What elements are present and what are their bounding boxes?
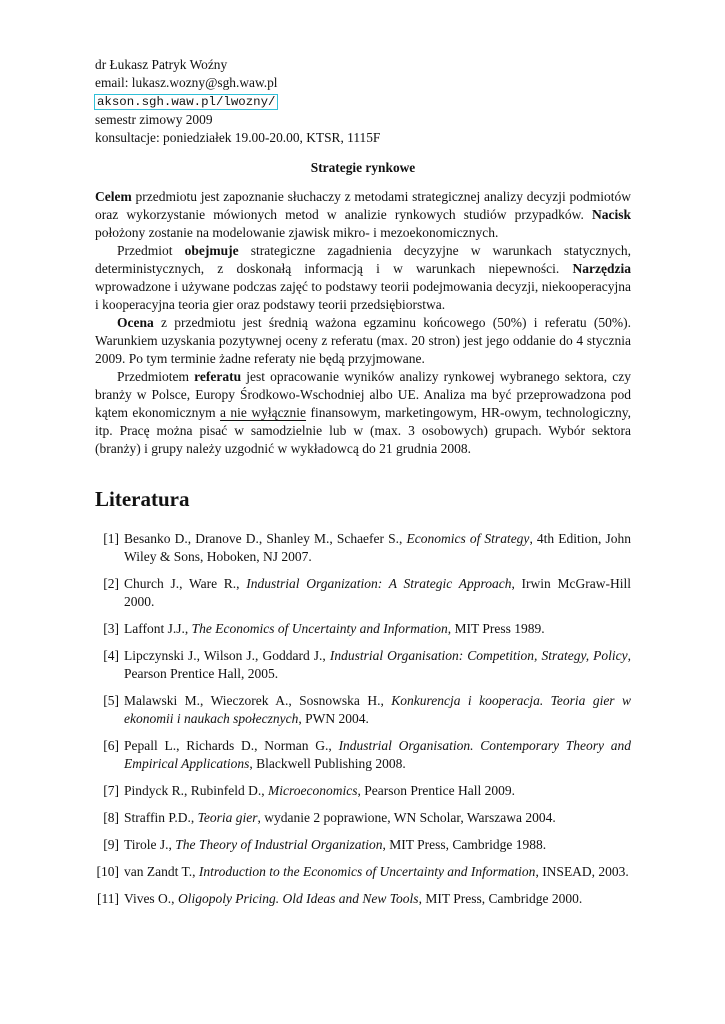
office-hours-line: konsultacje: poniedziałek 19.00-20.00, KTSR, 1115F bbox=[95, 130, 381, 145]
reference-number: [5] bbox=[103, 693, 119, 708]
reference-publisher: , Pearson Prentice Hall, 2005. bbox=[124, 648, 631, 681]
reference-number: [3] bbox=[103, 621, 119, 636]
reference-title: Teoria gier bbox=[197, 810, 258, 825]
reference-publisher: , Irwin McGraw-Hill 2000. bbox=[124, 576, 631, 609]
reference-title: Konkurencja i kooperacja. Teoria gier w ekonomii i naukach społecznych bbox=[124, 693, 631, 726]
reference-item bbox=[95, 836, 631, 854]
reference-item bbox=[95, 782, 631, 800]
reference-publisher: , INSEAD, 2003. bbox=[535, 864, 629, 879]
reference-authors: Lipczynski J., Wilson J., Goddard J., bbox=[124, 648, 330, 663]
reference-authors: Besanko D., Dranove D., Shanley M., Schaefer S., bbox=[124, 531, 407, 546]
reference-number: [6] bbox=[103, 738, 119, 753]
reference-item bbox=[95, 530, 631, 566]
paragraph-scope: Przedmiot obejmuje strategiczne zagadnienia decyzyjne w warunkach statycznych, deterministycznych, z doskonałą informacją i w warunkach niepewności. Narzędzia wprowadzone i używane podczas zajęć to podstawy teorii podejmowania decyzji, niekooperacyjna i kooperacyjna teoria gier oraz podstawy teorii przedsiębiorstwa. bbox=[95, 243, 631, 312]
reference-authors: Vives O., bbox=[124, 891, 178, 906]
reference-item bbox=[95, 890, 631, 908]
reference-item bbox=[95, 620, 631, 638]
author-name: dr Łukasz Patryk Woźny bbox=[95, 57, 228, 72]
reference-authors: Church J., Ware R., bbox=[124, 576, 247, 591]
reference-title: The Economics of Uncertainty and Information bbox=[191, 621, 448, 636]
reference-title: The Theory of Industrial Organization bbox=[175, 837, 383, 852]
course-title: Strategie rynkowe bbox=[310, 160, 416, 175]
reference-title: Industrial Organization: A Strategic Approach bbox=[246, 576, 512, 591]
document-page bbox=[95, 56, 631, 917]
reference-authors: Laffont J.J., bbox=[124, 621, 192, 636]
reference-authors: Pindyck R., Rubinfeld D., bbox=[124, 783, 268, 798]
reference-number: [10] bbox=[96, 864, 119, 879]
reference-title: Industrial Organisation: Competition, Strategy, Policy bbox=[329, 648, 628, 663]
reference-number: [8] bbox=[103, 810, 119, 825]
reference-number: [7] bbox=[103, 783, 119, 798]
reference-item bbox=[95, 692, 631, 728]
paragraph-goal: Celem przedmiotu jest zapoznanie słuchaczy z metodami strategicznej analizy decyzji podmiotów oraz wykorzystanie mówionych metod w analizie rynkowych studiów przypadków. Nacisk położony zostanie na modelowanie zjawisk mikro- i mezoekonomicznych. bbox=[95, 189, 631, 240]
reference-number: [2] bbox=[103, 576, 119, 591]
reference-title: Introduction to the Economics of Uncertainty and Information bbox=[198, 864, 536, 879]
reference-item bbox=[95, 575, 631, 611]
reference-publisher: , MIT Press, Cambridge 2000. bbox=[418, 891, 583, 906]
reference-item bbox=[95, 809, 631, 827]
reference-publisher: , Blackwell Publishing 2008. bbox=[249, 756, 406, 771]
homepage-link[interactable]: akson.sgh.waw.pl/lwozny/ bbox=[94, 94, 278, 110]
reference-number: [11] bbox=[97, 891, 119, 906]
literature-heading: Literatura bbox=[95, 487, 190, 511]
reference-list bbox=[95, 530, 631, 908]
reference-title: Oligopoly Pricing. Old Ideas and New Tools bbox=[177, 891, 419, 906]
reference-item bbox=[95, 863, 631, 881]
reference-title: Industrial Organisation. Contemporary Theory and Empirical Applications bbox=[124, 738, 631, 771]
reference-authors: Malawski M., Wieczorek A., Sosnowska H., bbox=[124, 693, 392, 708]
reference-publisher: , MIT Press, Cambridge 1988. bbox=[382, 837, 547, 852]
reference-authors: Tirole J., bbox=[124, 837, 176, 852]
reference-authors: Pepall L., Richards D., Norman G., bbox=[124, 738, 339, 753]
reference-title: Microeconomics bbox=[268, 783, 358, 798]
reference-authors: van Zandt T., bbox=[124, 864, 199, 879]
header-block bbox=[95, 56, 631, 147]
reference-publisher: , 4th Edition, John Wiley & Sons, Hoboken, NJ 2007. bbox=[124, 531, 631, 564]
reference-item bbox=[95, 647, 631, 683]
reference-publisher: , Pearson Prentice Hall 2009. bbox=[357, 783, 515, 798]
underlined-phrase: a nie wyłącznie bbox=[220, 405, 307, 420]
reference-publisher: , MIT Press 1989. bbox=[447, 621, 545, 636]
reference-item bbox=[95, 737, 631, 773]
author-email: email: lukasz.wozny@sgh.waw.pl bbox=[95, 75, 278, 90]
paragraph-report: Przedmiotem referatu jest opracowanie wyników analizy rynkowej wybranego sektora, czy branży w Polsce, Europy Środkowo-Wschodniej albo UE. Analiza ma być przeprowadzona pod kątem ekonomicznym a nie wyłącznie finansowym, marketingowym, HR-owym, technologiczny, itp. Pracę można pisać w samodzielnie lub w (max. 3 osobowych) grupach. Wybór sektora (branży) i grupy należy uzgodnić w wykładowcą do 21 grudnia 2008. bbox=[95, 369, 632, 456]
reference-authors: Straffin P.D., bbox=[124, 810, 198, 825]
reference-number: [1] bbox=[103, 531, 119, 546]
reference-number: [4] bbox=[103, 648, 119, 663]
reference-title: Economics of Strategy bbox=[406, 531, 530, 546]
paragraph-grading: Ocena z przedmiotu jest średnią ważona egzaminu końcowego (50%) i referatu (50%). Warunkiem uzyskania pozytywnej oceny z referatu (max. 20 stron) jest jego oddanie do 4 stycznia 2009. Po tym terminie żadne referaty nie będą przyjmowane. bbox=[95, 315, 631, 366]
goal-bold: Celem bbox=[95, 189, 132, 204]
reference-publisher: , PWN 2004. bbox=[298, 711, 369, 726]
reference-number: [9] bbox=[103, 837, 119, 852]
semester-line: semestr zimowy 2009 bbox=[95, 112, 213, 127]
reference-publisher: , wydanie 2 poprawione, WN Scholar, Warszawa 2004. bbox=[257, 810, 556, 825]
